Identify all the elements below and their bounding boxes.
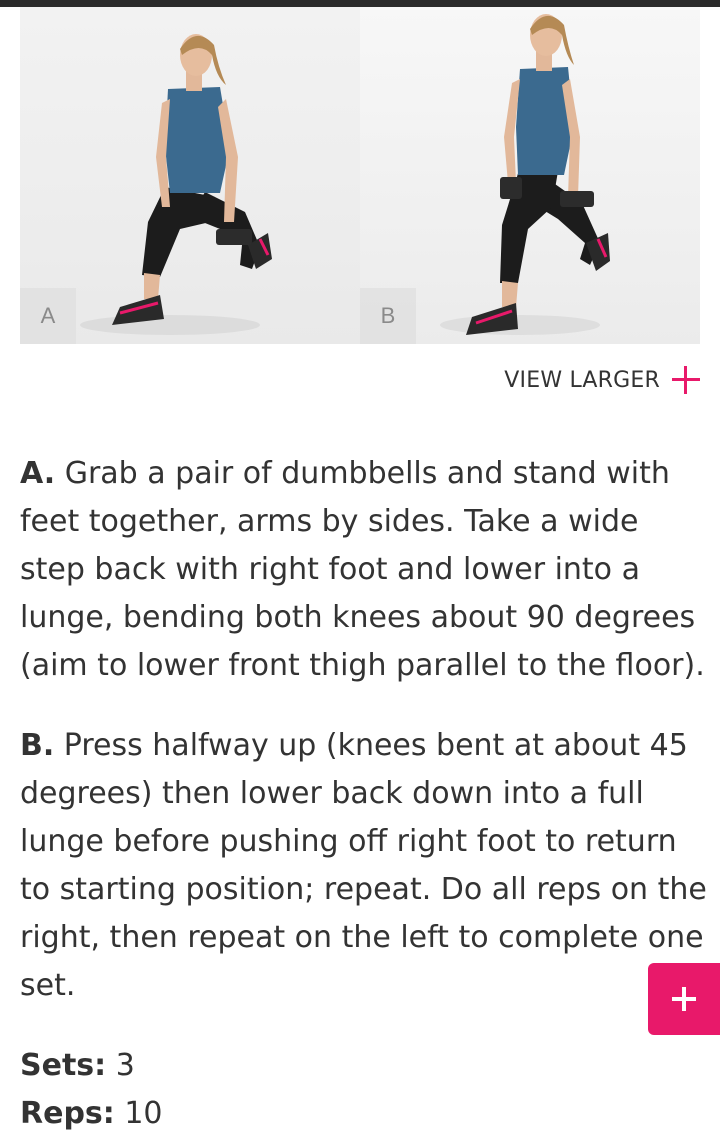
- exercise-photos: [20, 7, 700, 344]
- reps-value: 10: [114, 1096, 163, 1131]
- floating-add-button[interactable]: [648, 963, 720, 1035]
- view-larger-label: VIEW LARGER: [504, 367, 660, 393]
- photo-label-b: B: [360, 288, 416, 344]
- exercise-instructions: [20, 450, 710, 1042]
- photo-label-a: A: [20, 288, 76, 344]
- top-bar: [0, 0, 720, 7]
- step-a: [20, 450, 710, 690]
- sets-row: [20, 1042, 163, 1090]
- view-larger-link[interactable]: [504, 366, 700, 394]
- plus-icon: [672, 987, 696, 1011]
- reps-label: Reps:: [20, 1096, 115, 1131]
- photo-step-b[interactable]: [360, 7, 700, 344]
- step-b: [20, 722, 710, 1010]
- sets-value: 3: [106, 1048, 135, 1083]
- photo-step-a[interactable]: [20, 7, 360, 344]
- plus-icon: [672, 366, 700, 394]
- step-a-letter: A.: [20, 456, 56, 491]
- step-b-letter: B.: [20, 728, 55, 763]
- exercise-stats: [20, 1042, 163, 1138]
- step-a-text: Grab a pair of dumbbells and stand with feet together, arms by sides. Take a wide step back with right foot and lower into a lunge, bending both knees about 90 degrees (aim to lower front thigh parallel to the floor).: [20, 456, 705, 683]
- step-b-text: Press halfway up (knees bent at about 45 degrees) then lower back down into a full lunge before pushing off right foot to return to starting position; repeat. Do all reps on the right, then repeat on the left to complete one set.: [20, 728, 707, 1003]
- sets-label: Sets:: [20, 1048, 107, 1083]
- reps-row: [20, 1090, 163, 1138]
